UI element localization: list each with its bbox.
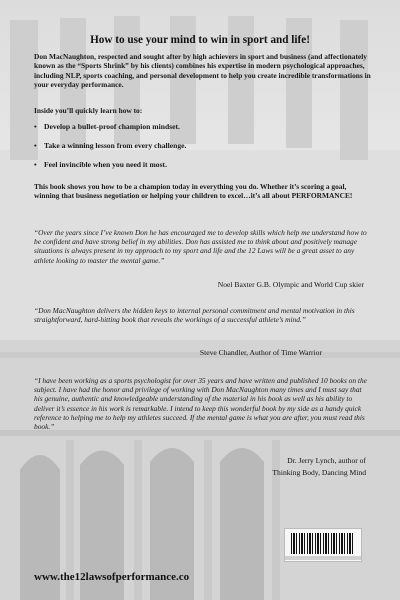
intro-paragraph: Don MacNaughton, respected and sought after by high achievers in sport and business (and affectionately known as the “Sports Shrink” by his clients) combines his expertise in modern psychological approaches, including NLP, sports coaching, and personal development to help you create incredible transformations in your everyday performance. (34, 52, 371, 89)
bullet-icon: • (34, 141, 37, 150)
author-line: Dr. Jerry Lynch, author of (287, 456, 366, 465)
testimonial-author: Steve Chandler, Author of Time Warrior (199, 348, 322, 357)
testimonial-quote: “Over the years since I’ve known Don he has encouraged me to develop skills which help me understand how to be confident and have strong belief in my abilities. Don has assisted me to think about and positively manage situations is always present in my approach to my sport and life and the 12 Laws will be a great asset to any athlete looking to master the mental game.” (34, 228, 367, 265)
list-item-text: Take a winning lesson from every challenge. (44, 141, 187, 150)
list-item (34, 160, 364, 179)
list-item-text: Feel invincible when you need it most. (44, 160, 167, 169)
testimonial-quote: “Don MacNaughton delivers the hidden keys to internal personal commitment and mental motivation in this straightforward, hard-hitting book that reveals the workings of a successful athlete’s mind.” (34, 306, 355, 325)
website-url: www.the12lawsofperformance.co (34, 571, 190, 583)
testimonial-author (272, 455, 366, 479)
bullet-icon: • (34, 122, 37, 131)
barcode-bars (291, 533, 355, 554)
barcode-digits (285, 556, 361, 560)
list-item (34, 141, 364, 160)
cover-headline: How to use your mind to win in sport and life! (90, 34, 310, 46)
learn-heading: Inside you’ll quickly learn how to: (34, 106, 143, 115)
isbn-barcode (284, 528, 362, 562)
testimonial-quote: “I have been working as a sports psychologist for over 35 years and have written and published 10 books on the subject. I have had the honor and privilege of working with Don MacNaughton many times and I must say that his genuine, authentic and knowledgeable understanding of the material in his book as well as his ability to deliver it’s essence in his work is remarkable. I intend to keep this wonderful book by my side as a handy quick reference to helping me to help my athletes succeed. If the mental game is what you are after, you must read this book.” (34, 376, 367, 432)
summary-paragraph: This book shows you how to be a champion today in everything you do. Whether it’s scoring a goal, winning that business negotiation or helping your children to excel…it’s all about PERFORMANCE! (34, 182, 353, 201)
bullet-icon: • (34, 160, 37, 169)
list-item (34, 122, 364, 141)
benefits-list (34, 122, 364, 179)
list-item-text: Develop a bullet-proof champion mindset. (44, 122, 180, 131)
testimonial-author: Noel Baxter G.B. Olympic and World Cup skier (217, 280, 364, 289)
author-line: Thinking Body, Dancing Mind (272, 468, 366, 477)
